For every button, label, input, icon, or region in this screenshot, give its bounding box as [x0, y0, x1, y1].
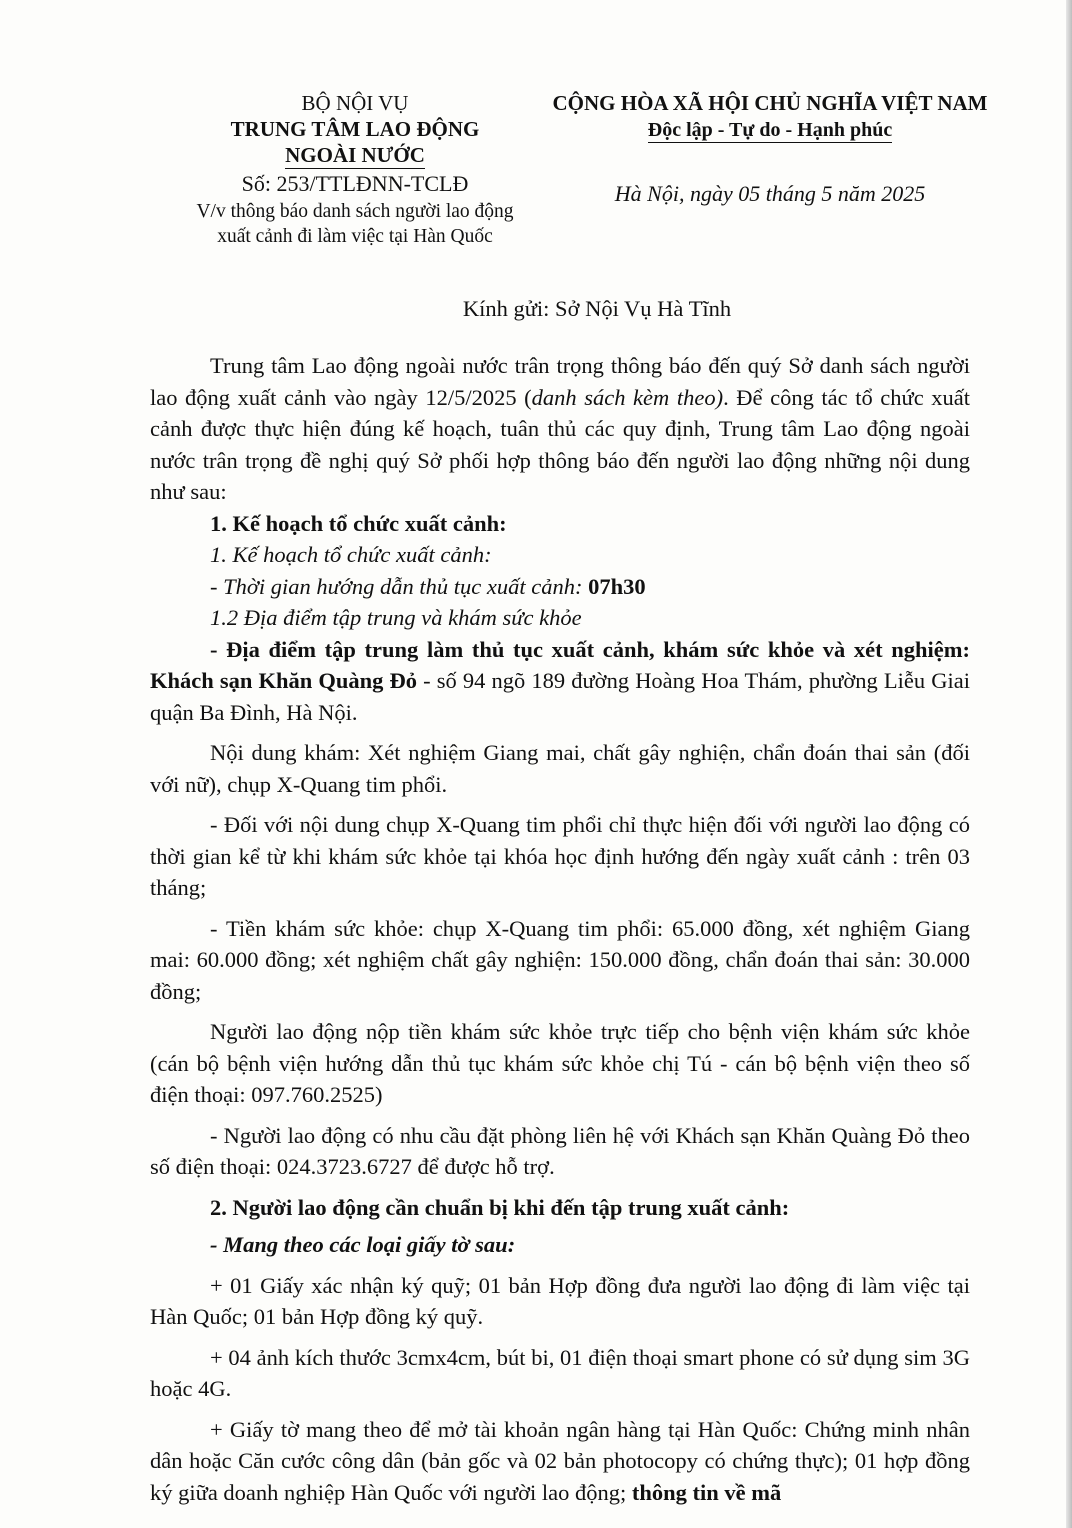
document-item-1: + 01 Giấy xác nhận ký quỹ; 01 bản Hợp đồng đưa người lao động đi làm việc tại Hàn Quốc; 01 bản Hợp đồng ký quỹ.	[150, 1272, 970, 1329]
national-motto: Độc lập - Tự do - Hạnh phúc	[647, 119, 893, 141]
header-right	[520, 90, 1020, 207]
page-edge-shadow	[1066, 0, 1072, 1528]
salutation: Kính gửi: Sở Nội Vụ Hà Tĩnh	[462, 296, 732, 321]
section1-sub1: 1. Kế hoạch tổ chức xuất cảnh:	[210, 542, 492, 567]
payment-note: Người lao động nộp tiền khám sức khỏe trực tiếp cho bệnh viện khám sức khỏe (cán bộ bệnh viện hướng dẫn thủ tục khám sức khỏe chị Tú - cán bộ bệnh viện theo số điện thoại: 097.760.2525)	[150, 1019, 970, 1107]
departure-time-value: 07h30	[588, 573, 646, 599]
center-name-line2: NGOÀI NƯỚC	[285, 143, 425, 167]
location-address: - số 94 ngõ 189 đường Hoàng Hoa Thám, phường Liễu Giai quận Ba Đình, Hà Nội.	[150, 668, 970, 725]
nation-title: CỘNG HÒA XÃ HỘI CHỦ NGHĨA VIỆT NAM	[552, 91, 988, 115]
document-item-2: + 04 ảnh kích thước 3cmx4cm, bút bi, 01 điện thoại smart phone có sử dụng sim 3G hoặc 4G.	[150, 1344, 970, 1401]
document-body	[150, 350, 970, 1508]
departure-time	[150, 571, 970, 603]
document-number: Số: 253/TTLĐNN-TCLĐ	[241, 171, 469, 196]
exam-content: Nội dung khám: Xét nghiệm Giang mai, chất gây nghiện, chẩn đoán thai sản (đối với nữ), chụp X-Quang tim phổi.	[150, 740, 970, 797]
document-date: Hà Nội, ngày 05 tháng 5 năm 2025	[614, 181, 926, 206]
document-item-3-bold: thông tin về mã	[631, 1479, 782, 1505]
gathering-location	[150, 634, 970, 729]
section2-heading: 2. Người lao động cần chuẩn bị khi đến tập trung xuất cảnh:	[210, 1194, 790, 1220]
center-name-line1: TRUNG TÂM LAO ĐỘNG	[230, 117, 480, 141]
hotel-booking: - Người lao động có nhu cầu đặt phòng liên hệ với Khách sạn Khăn Quàng Đỏ theo số điện thoại: 024.3723.6727 để được hỗ trợ.	[150, 1122, 970, 1179]
documents-heading: - Mang theo các loại giấy tờ sau:	[210, 1232, 516, 1257]
intro-paragraph	[150, 350, 970, 508]
exam-fees: - Tiền khám sức khỏe: chụp X-Quang tim phổi: 65.000 đồng, xét nghiệm Giang mai: 60.000 đồng; xét nghiệm chất gây nghiện: 150.000 đồng, chẩn đoán thai sản: 30.000 đồng;	[150, 915, 970, 1004]
intro-text-2: . Để công tác tổ chức xuất cảnh được thực hiện đúng kế hoạch, tuân thủ các quy định, Trung tâm Lao động ngoài nước trân trọng đề nghị quý Sở phối hợp thông báo đến người lao động những nội dung như sau:	[150, 384, 970, 504]
subject-line1: V/v thông báo danh sách người lao động	[196, 201, 514, 222]
intro-text-1: Trung tâm Lao động ngoài nước trân trọng thông báo đến quý Sở danh sách người lao động xuất cảnh vào ngày 12/5/2025 (	[150, 353, 970, 410]
document-item-3-text: + Giấy tờ mang theo để mở tài khoản ngân hàng tại Hàn Quốc: Chứng minh nhân dân hoặc Căn cước công dân (bản gốc và 02 bản photocopy có chứng thực); 01 hợp đồng ký giữa doanh nghiệp Hàn Quốc với người lao động;	[150, 1416, 970, 1505]
section1-heading: 1. Kế hoạch tổ chức xuất cảnh:	[210, 510, 507, 536]
departure-time-label: - Thời gian hướng dẫn thủ tục xuất cảnh:	[210, 573, 589, 599]
header-left	[150, 90, 560, 249]
xray-note: - Đối với nội dung chụp X-Quang tim phổi chỉ thực hiện đối với người lao động có thời gian kể từ khi khám sức khỏe tại khóa học định hướng đến ngày xuất cảnh : trên 03 tháng;	[150, 812, 970, 900]
section1-sub2: 1.2 Địa điểm tập trung và khám sức khỏe	[210, 605, 582, 630]
subject-line2: xuất cảnh đi làm việc tại Hàn Quốc	[217, 226, 493, 247]
intro-text-italic: danh sách kèm theo)	[531, 384, 724, 410]
ministry-name: BỘ NỘI VỤ	[301, 91, 409, 115]
document-item-3	[150, 1414, 970, 1509]
location-bold-text: - Địa điểm tập trung làm thủ tục xuất cảnh, khám sức khỏe và xét nghiệm: Khách sạn Khăn Quàng Đỏ	[150, 636, 970, 693]
